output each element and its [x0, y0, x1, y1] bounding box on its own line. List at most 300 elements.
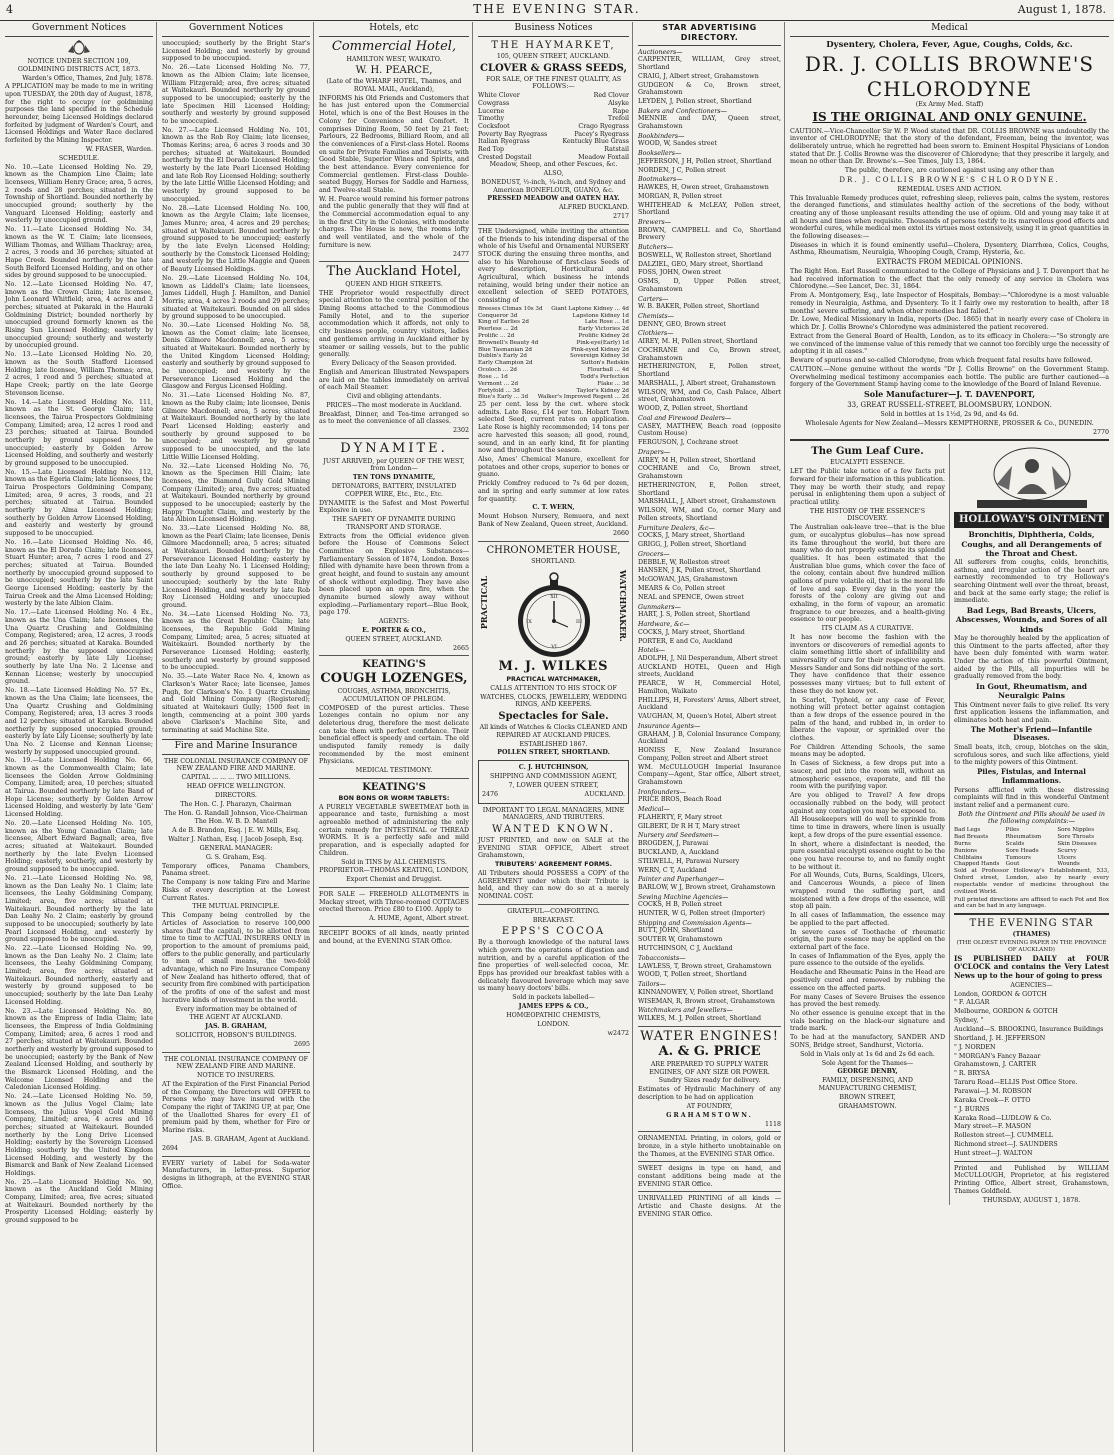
agency-entry: Auckland—S. BROOKING, Insurance Buildings: [954, 1025, 1104, 1033]
piles-heading: Piles, Fistulas, and Internal Inflammations.: [977, 767, 1086, 785]
agencies-heading: AGENCIES—: [1010, 981, 1053, 989]
chronometer-house: CHRONOMETER HOUSE,: [486, 544, 621, 556]
spectacles-heading: Spectacles for Sale.: [498, 711, 609, 723]
gout-heading: In Gout, Rheumatism, and Neuralgic Pains: [975, 682, 1088, 701]
directory-entry: WILKES, M. J, Pollen street, Shortland: [638, 1014, 762, 1022]
directory-entry: AIREY, M H, Pollen street, Shortland: [638, 456, 756, 464]
general-manager-label: GENERAL MANAGER:: [199, 845, 273, 853]
agency-entry: London, GORDON & GOTCH: [954, 990, 1047, 998]
potato-row: [478, 388, 629, 395]
column-business-notices: [475, 22, 633, 1452]
water-engines-title: WATER ENGINES!: [640, 1028, 779, 1044]
children-text: For Children Attending Schools, the same means may be adopted.: [790, 743, 945, 759]
cough-lozenges-text: COMPOSED of the purest articles. These Lozenges contain no opium nor any deleterious drug, therefore the most delicate can take them with perfect confidence. Their beneficial effect is speedy and certain. The old undisputed family remedy is daily recommended by the most eminent Physicians.: [319, 704, 469, 766]
mother-heading: The Mother's Friend—Infantile Diseases.: [970, 724, 1093, 743]
denby-street: BROWN STREET,: [839, 1093, 896, 1101]
directory-category: Bakers and Confectioners—: [638, 107, 727, 115]
directory-entry: OSMS, D, Upper Pollen street, Grahamstown: [638, 278, 781, 293]
keating-export: Export Chemist and Druggist.: [346, 876, 442, 884]
housekeepers-text: All Housekeepers will do well to sprinkle from time to time in drawers, where linen is usually kept, a few drops of the pure essential essence.: [790, 816, 945, 839]
dysentery-heading: Dysentery, Cholera, Fever, Ague, Coughs, Colds, &c.: [826, 39, 1073, 50]
schedule-continuation: unoccupied; southerly by the Bright Star's Licensed Holding; and westerly by ground supposed to be unoccupied.: [162, 39, 310, 63]
schedule-item: No. 15.—Late Licensed Holding No. 112, known as the Egeria Claim; late licensees, the Tairua Prospectors Goldmining Company, Limited; area, 9 acres, 3 roods, and 21 perches; situated at Tairua. Bounded northerly by Alma Licensed Holding; southerly by Golden Arrow Licensed Holding, and easterly and westerly by ground supposed to be unoccupied.: [5, 468, 153, 538]
directory-entry: KINNANOWEY, V, Pollen street, Shortland: [638, 988, 774, 996]
manufactory-text: To be had at the manufactory, SANDER AND SONS, Bridge street, Sandhurst, Victoria.: [790, 1034, 945, 1049]
also-label: ALSO,: [543, 170, 564, 178]
directory-entry: HONISS E, New Zealand Insurance Company, Pollen street and Albert street: [638, 747, 781, 762]
piles-text: Persons afflicted with these distressing complaints will find in this wonderful Ointment instant relief and a permanent cure.: [954, 786, 1109, 809]
agency-entry: " J. NORDEN: [954, 1043, 996, 1051]
directory-entry: GRIGG, J, Pollen street, Shortland: [638, 541, 747, 549]
soda-label-ad: EVERY variety of Label for Soda-water Manufacturers, in letter-press. Superior designs in lithograph, at the EVENING STAR Office.: [162, 1159, 310, 1190]
badlegs-heading: Bad Legs, Bad Breasts, Ulcers, Abscesses, Wounds, and Sores of all kinds: [955, 606, 1108, 634]
remedial-uses: REMEDIAL USES AND ACTION.: [897, 185, 1002, 193]
receipt-books: RECEIPT BOOKS of all kinds, neatly printed and bound, at the EVENING STAR Office.: [319, 929, 469, 945]
genuine-text: No other essence is genuine except that in the vials bearing on the black-our signature and trade mark.: [790, 1010, 945, 1033]
sold-vials: Sold in Vials only at 1s 6d and 2s 6d each.: [800, 1050, 935, 1058]
directory-category: Painter and Paperhanger—: [638, 876, 725, 884]
seed-name: Crested Dogstail: [478, 153, 532, 161]
holloway-title: HOLLOWAY'S OINTMENT: [954, 512, 1109, 528]
potato-row: [478, 381, 629, 388]
tributers-forms: TRIBUTERS' AGREEMENT FORMS.: [494, 861, 612, 869]
agency-entry: " MORGAN's Fancy Bazaar: [954, 1052, 1041, 1060]
potato-name: Conqueror 3d: [478, 312, 518, 319]
directory-entry: CASEY, MATTHEW, Beach road (opposite Custom House): [638, 422, 781, 438]
column-star-directory: [635, 22, 785, 1452]
evening-star-heading: THE EVENING STAR: [969, 918, 1094, 930]
schedule-item: No. 16.—Late Licensed Holding No. 46, known as the El Dorado Claim; late licensees, Stuart Hunter; area, 7 acres 1 rood and 27 perches; situated at Tairua. Bounded northerly by unoccupied ground supposed to be unoccupied; southerly by the late Saint George Licensed Holding; easterly by the Tairua Creek and the Alma Licensed Holding; westerly by the late Albion Claim.: [5, 539, 153, 608]
seed-row: [478, 138, 629, 146]
complaints-grid: [954, 827, 1109, 868]
prickly-comfrey: Prickly Comfrey reduced to 7s 6d per dozen, and in spring and early summer at low rates for quantity.: [478, 480, 629, 503]
directory-category: Hotels—: [638, 647, 666, 655]
watchmaker-vertical: WATCHMAKER.: [618, 570, 628, 643]
potato-name: Prolific ... 2d: [478, 333, 515, 340]
directory-entry: BUCKLAND, A, Auckland: [638, 848, 719, 856]
army-staff: (Ex Army Med. Staff): [915, 101, 984, 109]
column-heading: Government Notices: [162, 22, 310, 37]
directory-category: Booksellers—: [638, 150, 682, 158]
caution-2: CAUTION.—None genuine without the words "Dr J. Collis Browne" on the Government Stamp. Overwhelming medical testimony accompanies each bottle. The public are further cautioned—a forgery of the Government Stamp having come to the knowledge of the Board of Inland Revenue.: [790, 366, 1109, 389]
pocket-watch-icon: [512, 571, 596, 659]
auckland-hotel-prices: PRICES—The most moderate in Auckland.: [326, 401, 462, 409]
potato-row: [478, 347, 629, 354]
ad-number: 2717: [612, 213, 629, 221]
potato-name: Lapstone Kidney 1d: [572, 312, 629, 319]
agency-entry: Hunt street—J. WALTON: [954, 1149, 1033, 1157]
gout-text: This Ointment never fails to give relief. Its very first application lessens the inflammation, and eliminates both heat and pain.: [954, 701, 1109, 724]
wilkes-calls: CALLS ATTENTION TO HIS STOCK OF: [490, 684, 617, 692]
seed-name: White Clover: [478, 92, 520, 100]
extract-1: The Right Hon. Earl Russell communicated to the College of Physicians and J. T. Davenport that he had received information to the effect that the only remedy of any service in Cholera was Chlorodyne.—See Lancet, Dec. 31, 1864.: [790, 268, 1109, 291]
potato-name: Breeses Climax 10s 3d: [478, 305, 543, 312]
potato-name: Flake ... 3d: [597, 380, 629, 387]
keating-heading: KEATING'S: [362, 659, 426, 671]
complaint-item: Wounds: [1057, 861, 1080, 868]
sold-bottles: Sold in bottles at 1s 1½d, 2s 9d, and 4s 6d.: [880, 410, 1019, 418]
potato-list: [478, 306, 629, 401]
eucalypti-essence: EUCALYPTI ESSENCE.: [830, 459, 905, 467]
directory-category: Coal and Firewood Dealers—: [638, 415, 732, 423]
practical-vertical: PRACTICAL: [479, 576, 489, 630]
directory-entry: CARPENTER, WILLIAM, Grey street, Shortland: [638, 56, 781, 71]
potato-name: Rose ... 1d: [478, 373, 508, 380]
auckland-hotel-breakfast: Breakfast, Dinner, and Tea-time arranged so as to meet the convenience of all classes.: [319, 410, 469, 426]
wilkes-watches: WATCHES, CLOCKS, JEWELLERY, WEDDING RINGS, AND KEEPERS.: [480, 693, 627, 709]
sickness-text: In Cases of Sickness, a few drops put into a saucer, and put into the room will, without an atmospheric essence, evaporate, and fill the room with the purifying vapor.: [790, 760, 945, 791]
complaint-item: Rheumatism: [1005, 834, 1042, 841]
agency-entry: Sydney, ": [954, 1017, 984, 1025]
schedule-item: No. 25.—Late Licensed Holding No. 90, known as the Auckland Gold Mining Company, Limited; area, five acres; situated at Waitekauri. Bounded northerly by the Prosperity Licensed Holding; easterly by ground supposed to be: [5, 1178, 153, 1225]
directory-entry: BROWN, CAMPBELL and Co, Shortland Brewery: [638, 226, 781, 242]
breakfast-label: BREAKFAST.: [532, 916, 575, 924]
column-heading: STAR ADVERTISING DIRECTORY.: [638, 22, 781, 46]
bon-bons-text: A PURELY VEGETABLE SWEETMEAT both in appearance and taste, furnishing a most agreeable method of administering the only certain remedy for INTESTINAL or THREAD WORMS. It is a perfectly safe and mild preparation, and is especially adapted for Children.: [319, 803, 469, 857]
schedule-item: No. 20.—Late Licensed Holding No. 105, known as the Young Canadian Claim; late licensee, Albert Edward Bagnall; area, five acres; situated at Waitekauri. Bounded northerly by the late Evelyn Licensed Holding; easterly, southerly, and westerly by ground supposed to be unoccupied.: [5, 819, 153, 873]
directory-entry: DEBBLE, W, Rolleston street: [638, 558, 730, 566]
full-directions: Full printed directions are affixed to each Pot and Box and can be had in any language.: [954, 896, 1109, 910]
column-medical: [787, 22, 1112, 1452]
directory-entry: COCKS, J, Mary street, Shortland: [638, 532, 745, 540]
company-risks: The Company is now taking Fire and Marine Risks of every description at the Lowest Current Rates.: [162, 879, 310, 902]
travel-text: Are you obliged to Travel? A few drops occasionally rubbed on the body, will protect against any contagion you may be exposed to.: [790, 792, 945, 815]
schedule-item: No. 18.—Late Licensed Holding No. 57 Ex., known as the Una Claim; late licensees, the Una Quartz Crushing and Goldmining Company, Registered; area, 13 acres 3 roods and 12 perches; situated at Karaka. Bounded northerly by supposed unoccupied ground; easterly by late Lily License; southerly by late Una No. 2 License and Kennan License; westerly by supposed unoccupied ground.: [5, 687, 153, 756]
schedule-item: No. 27.—Late Licensed Holding No. 101, known as the Rob Roy Claim; late licensee, Thomas Kerins; area, 6 acres 3 roods and 30 perches; situated at Waitekauri. Bounded northerly by the El Dorado Licensed Holding; westerly by the late Pearl Licensed Holding and late Rob Roy Licensed Holding; southerly by the late Little Willie Licensed Holding; and westerly by ground supposed to be unoccupied.: [162, 126, 310, 203]
wounds-text: For all Wounds, Cuts, Burns, Scaldings, Ulcers, and Cancerous Wounds, a piece of linen wrapped round the suffering part, and moistened with a few drops of the essence, will stop all pain.: [790, 872, 945, 911]
holloway-emblem-icon: [957, 444, 1107, 510]
directory-category: Furniture Dealers, &c—: [638, 524, 715, 532]
directory-category: Butchers—: [638, 244, 674, 252]
tributers-text: All Tributers should POSSESS a COPY of the AGREEMENT under which their Tribute is held, and they can now do so at a merely NOMINAL COST.: [478, 869, 629, 900]
seed-name: Rape: [612, 107, 629, 115]
history-text: The Australian oak-leave tree—that is the blue gum, or eucalyptus globulus—has now spread its fame throughout the world, but there are many who do not properly estimate its splendid qualities. It has been estimated that the Australian blue gums, which cover the face of the colony, contain about five hundred million gallons of pure volatile oil, that is the moral life of love and sap. Every day in the year the forests of the colony are giving out and exhaling, in the form of vapour, an aromatic fragrance to our breezes, and a health-giving essence to our people.: [790, 524, 945, 624]
directory-category: Auctioneers—: [638, 48, 683, 56]
head-office: HEAD OFFICE WELLINGTON.: [186, 783, 286, 790]
directory-entry: HUTCHINSON, C J, Auckland: [638, 945, 733, 953]
extracts-heading: EXTRACTS FROM MEDICAL OPINIONS.: [876, 258, 1023, 267]
agency-entry: Melbourne, GORDON & GOTCH: [954, 1008, 1058, 1016]
public-cautioned: The public, therefore, are cautioned against using any other than: [844, 167, 1055, 175]
footer-date: THURSDAY, AUGUST 1, 1878.: [982, 1196, 1081, 1204]
directory-entry: MORGAN, R, Pollen street: [638, 192, 723, 200]
directory-entry: ADOLPH, J, Nil Desperandum, Albert street: [638, 654, 778, 662]
schedule-item: No. 32.—Late Licensed Holding No. 76, known as the Specimen Hill Claim; late licensees, the Diamond Gully Gold Mining Company (Limited); area, five acres; situated at Waitekauri. Bounded northerly by ground supposed to be unoccupied; easterly by the Happy Thought Claim, and westerly by the late Albion Licensed Holding.: [162, 462, 310, 524]
schedule-item: No. 22.—Late Licensed Holding No. 99, known as the Dan Leahy No. 2 Claim; late licensees, the Leahy Goldmining Company, Limited; area, five acres; situated at Waitekauri. Bounded northerly, easterly and westerly by ground supposed to be unoccupied; southerly by the late Dan Leahy Licensed Holding.: [5, 945, 153, 1006]
directory-entry: LAWLESS, T, Brown street, Grahamstown: [638, 962, 772, 970]
claim-heading: ITS CLAIM AS A CURATIVE.: [821, 625, 914, 633]
agency-entry: " F. ALGAR: [954, 999, 990, 1007]
dynamite-tons: TEN TONS DYNAMITE,: [352, 474, 436, 482]
schedule-heading: SCHEDULE.: [58, 154, 100, 162]
seed-row: [478, 115, 629, 123]
printed-by: Printed and Published by WILLIAM McCULLOUGH, Proprietor, at his registered Printing Office, Albert street, Grahamstown, Thames Goldfield.: [954, 1164, 1109, 1195]
potato-row: [478, 306, 629, 313]
directory-entry: BUTT, JOHN, Shortland: [638, 927, 714, 935]
directory-category: Bootmakers—: [638, 176, 683, 184]
wilkes-name: M. J. WILKES: [498, 659, 609, 675]
issue-date: August 1, 1878.: [1017, 3, 1106, 16]
potato-name: Peerless ... 2d: [478, 326, 518, 333]
original-genuine: IS THE ORIGINAL AND ONLY GENUINE.: [812, 109, 1087, 124]
extract-3: Dr. Lowe, Medical Missionary in India, reports (Dec. 1865) that in nearly every case of Cholera in which Dr. J. Collis Browne's Chlorodyne was administered the patient recovered.: [790, 316, 1109, 332]
complaint-item: Gout: [1005, 861, 1020, 868]
porter-name: E. PORTER & CO.,: [362, 627, 426, 635]
potato-name: Blue's Early ... 3d: [478, 394, 529, 401]
directory-entry: BARLOW, W J, Brown street, Grahamstown: [638, 883, 776, 891]
denby-name: GEORGE DENBY,: [837, 1068, 898, 1076]
directory-entry: BROGDEN, J, Parawai: [638, 839, 709, 847]
potato-row: [478, 394, 629, 401]
potato-row: [478, 353, 629, 360]
schedule-item: No. 23.—Late Licensed Holding No. 80, known as the Empress of India Claim; late licensees, the Empress of India Goldmining Company, Limited; area, 6 acres 1 rood and 27 perches; situated at Waitekauri. Bounded northerly and westerly by ground supposed to be unoccupied; easterly by the Bank of New Zealand Licensed Holding, and southerly by the Bismarck Licensed Holding, and the Welcome Licensed Holding and the Caledonian Licensed Holding.: [5, 1007, 153, 1092]
directory-entry: LEYDEN, J, Pollen street, Shortland: [638, 98, 752, 106]
grahamstown: GRAHAMSTOWN.: [666, 1111, 753, 1119]
seed-name: Poverty Bay Ryegrass: [478, 130, 548, 138]
information-line: Every information may be obtained of: [175, 1005, 297, 1013]
watch-illustration: [478, 566, 629, 658]
potato-name: Pink-eyed Kidney 2d: [570, 346, 629, 353]
potato-row: [478, 360, 629, 367]
schedule-item: No. 26.—Late Licensed Holding No. 77, known as the Albion Claim; late licensee, William Fitzgerald; area, five acres; situated at Waitekauri. Bounded northerly by ground supposed to be unoccupied; easterly by the late Specimen Hill Licensed Holding; southerly and westerly by ground supposed to be unoccupied.: [162, 64, 310, 125]
james-epps: JAMES EPPS & CO.,: [518, 1002, 589, 1010]
agent-signature: JAS. B. GRAHAM, Agent at Auckland.: [190, 1135, 310, 1143]
seed-name: Meadow Foxtail: [578, 153, 629, 161]
directory-entry: NORDEN, J C, Pollen street: [638, 166, 726, 174]
complaint-item: Sore Throats: [1057, 834, 1095, 841]
temporary-offices: Temporary offices, Panama Chambers, Panama street.: [162, 862, 310, 878]
potato-text: 25 per cent. less by the cwt. where stock admits. Late Rose, £14 per ton. Hobart Town selected Seed, current rates on application. Late Rose is highly recommended; 14 tons per acre harvested this season; all good, round, sound, and in an early kind, fit for planting now and throughout the season.: [478, 401, 629, 455]
history-heading: THE HISTORY OF THE ESSENCE'S DISCOVERY.: [809, 507, 926, 523]
complaint-item: Bad Legs: [954, 827, 981, 834]
schedule-item: No. 34.—Late Licensed Holding No. 73, known as the Great Republic Claim; late licensees, the Republic Gold Mining Company, Limited; area, 5 acres; situated at Waitekauri. Bounded northerly by the Perseverance Licensed Holding; easterly, southerly and westerly by ground supposed to be unoccupied.: [162, 610, 310, 672]
complaint-item: Sore Heads: [1005, 847, 1039, 854]
directors-heading: DIRECTORS.: [215, 791, 257, 799]
directory-entry: AUCKLAND HOTEL, Queen and High streets, Auckland: [638, 663, 781, 679]
pearce-text: INFORMS his Old Friends and Customers that he has just entered upon the Commercial Hotel, which is one of the Best Houses in the Colony for Convenience and Comfort. It comprises Dining Room, 50 feet by 21 feet; Parlours, 22 Bedrooms, Billiard Room, and all the conveniences of a First-class Hotel. Rooms en suite for Private Families and Tourists; with Good Stable, Superior Wines and Spirits, and the best attendance. Every convenience for Commercial gentlemen. First-class Double-seated Buggy, Horses for Saddle and Harness, and Twelve-stall Stable.: [319, 94, 469, 194]
complaint-item: Scalds: [1005, 840, 1025, 847]
schedule-item: No. 33.—Late Licensed Holding No. 88, known as the Pearl Claim; late licensee, Denis Gilmore Macdonnell; area, 5 acres; situated at Waitekauri. Bounded northerly by the Perseverance Licensed Holding; easterly by the late Dan Leahy No. 1 Licensed Holding; southerly by ground supposed to be unoccupied; southerly by the late Ruby Licensed Holding, and westerly by late Rob Roy Licensed Holding and unoccupied ground.: [162, 525, 310, 609]
potato-name: Taylor's Kidney 2d: [576, 387, 629, 394]
diseases-text: Diseases in which it is found eminently useful—Cholera, Dysentery, Diarrhœa, Colics, Coughs, Asthma, Rheumatism, Neuralgia, Whooping Cough, Cramp, Hysteria, &c.: [790, 241, 1109, 257]
directory-entry: COCHRANE and Co, Brown street, Grahamstown: [638, 465, 781, 481]
royal-crest-icon: [66, 40, 92, 56]
commercial-hotel-location: HAMILTON WEST, WAIKATO.: [346, 55, 442, 63]
directory-entry: HETHERINGTON, E, Pollen street, Shortland: [638, 363, 781, 379]
notice-dateline: Warden's Office, Thames, 2nd July, 1878.: [22, 74, 153, 82]
potato-name: Brownell's Beauty 4d: [478, 339, 539, 346]
seed-row: [478, 92, 629, 100]
director-line: The Hon. C. J. Pharazyn, Chairman: [180, 800, 292, 808]
directory-category: Sewing Machine Agencies—: [638, 893, 729, 901]
complaint-item: Scurvy: [1057, 847, 1077, 854]
dynamite-title: DYNAMITE.: [340, 441, 448, 457]
clover-title: CLOVER & GRASS SEEDS,: [479, 62, 627, 74]
schedule-item: No. 17.—Late Licensed Holding No. 4 Ex., known as the Una Claim; late licensees, the Una Quartz Crushing and Goldmining Company, Registered; area, 12 acres, 3 roods and 26 perches; situated at Karaka. Bounded northerly by the supposed unoccupied ground; easterly by late Lily License; southerly by late Una No. 2 License and Kennan License; westerly by unoccupied ground.: [5, 609, 153, 686]
remedial-text: This Invaluable Remedy produces quiet, refreshing sleep, relieves pain, calms the system, restores the deranged functions, and stimulates healthy action of the secretions of the body, without creating any of those unpleasant results attending the use of opium. Old and young may take it at all hours and times when requisite. Thousands of persons testify to its marvellous good effects and wonderful cures, while medical men extol its virtues most extensively, using it in great quantities in the following diseases:—: [790, 194, 1109, 240]
extract-2: From A. Montgomery, Esq., late Inspector of Hospitals, Bombay:—"Chlorodyne is a most valuable remedy in Neuralgia, Asthma, and Dysentery. To it I fairly owe my restoration to health, after 18 months' severe suffering, and when other remedies had failed.": [790, 292, 1109, 315]
column-government-notices-2: [159, 22, 314, 1452]
seed-name: Italian Ryegrass: [478, 138, 530, 146]
both-ointment: Both the Ointment and Pills should be used in the following complaints:—: [958, 810, 1105, 826]
complaint-item: Chapped Hands: [954, 861, 1000, 868]
all-kinds-watches: All kinds of Watches & Clocks CLEANED AND REPAIRED AT AUCKLAND PRICES.: [479, 724, 628, 739]
badlegs-text: May be thoroughly healed by the application of this Ointment to the parts affected, after they have been duly fomented with warm water. Under the action of this powerful Ointment, aided by the Pills, all impurities will be gradually removed from the body.: [954, 634, 1109, 681]
ad-number: 2695: [293, 1041, 310, 1049]
seed-name: Cowgrass: [478, 99, 510, 107]
potato-name: Dublin's Early 2d: [478, 353, 527, 360]
ornamental-printing: ORNAMENTAL Printing, in colors, gold or bronze, in a style hitherto unobtainable on the Thames, at the EVENING STAR Office.: [638, 1135, 781, 1158]
medical-testimony: MEDICAL TESTIMONY.: [355, 767, 433, 775]
potato-name: Ocoloch ... 2d: [478, 367, 518, 374]
pollen-street: POLLEN STREET, SHORTLAND.: [497, 749, 610, 757]
potato-name: Prolific Kidney 2d: [578, 333, 629, 340]
schedule-item: No. 30.—Late Licensed Holding No. 58, known as the Comet claim; late licensee, Denis Gilmore Macdonnell; area, 5 acres; situated at Waitekauri. Bounded northerly by the United Kingdom Licensed Holding; easterly and southerly by ground supposed to be unoccupied; and westerly by the Perseverance Licensed Holding and the Glasgow and Fergus Licensed Holding.: [162, 322, 310, 391]
ad-number: 2770: [1092, 428, 1109, 436]
hutchinson-city: AUCKLAND.: [584, 790, 625, 798]
directory-entry: WERN, C T, Auckland: [638, 866, 707, 874]
seed-name: Ratstail: [604, 145, 629, 153]
agency-list: [954, 991, 1109, 1158]
complaint-item: Skin Diseases: [1057, 840, 1097, 847]
schedule-item: No. 10.—Late Licensed Holding No. 29, known as the Champion Line Claim; late licensees, William Henry Grace; area, 5 acres, 2 roods and 28 perches; situated in the Township of Shortland. Bounded northerly by unoccupied ground; southerly by the Vanguard Licensed Holding; easterly and westerly by unoccupied ground.: [5, 163, 153, 225]
directory-entry: MARSHALL, J, Albert street, Grahamstown: [638, 498, 776, 506]
paper-title: THE EVENING STAR.: [473, 2, 641, 16]
directory-category: Medical—: [638, 806, 670, 814]
toothache-text: In severe cases of Toothache of rheumatic origin, the pure essence may be applied on the external part of the face.: [790, 928, 945, 951]
price-name: A. & G. PRICE: [658, 1044, 761, 1060]
auckland-hotel-civil: Civil and obliging attendants.: [346, 393, 442, 401]
clover-subtitle: FOR SALE, OF THE FINEST QUALITY, AS FOLLOWS:—: [485, 75, 622, 91]
directory-entry: WILSON, WM, and Co, corner Mary and Pollen streets, Shortland: [638, 507, 781, 523]
seed-row: [478, 131, 629, 139]
mother-text: Small beats, itch, croup, blotches on the skin, scrofulous sores, and such like affections, yield to the mighty powers of this Ointment.: [954, 744, 1109, 767]
directory-entry: SOUTER W, Grahamstown: [638, 936, 723, 944]
wern-address: Mount Hobson Nursery, Remuera, and next Bank of New Zealand, Queen street, Auckland.: [478, 513, 629, 528]
directory-entry: MEARS & Co, Pollen street: [638, 585, 726, 593]
directory-entry: WOOD, T, Pollen street, Shortland: [638, 971, 747, 979]
directory-entry: FOSS, JOHN, Owen street: [638, 269, 722, 277]
notice-to-insurers-text: AT the Expiration of the First Financial Period of the Company, the Directors will OFFER to Persons who may have insured with the Company the right of TAKING UP, at par, One of the Unallotted Shares for every £1 of premium paid by them, whether for Fire or Marine risks.: [162, 1081, 310, 1135]
keating-heading-2: KEATING'S: [362, 781, 426, 793]
holloway-column: [949, 444, 1109, 1205]
notice-to-insurers: NOTICE TO INSURERS.: [197, 1072, 275, 1080]
directory-category: Ironfounders—: [638, 788, 686, 796]
ad-number: 1118: [764, 1120, 781, 1128]
directory-entry: GILBERT, Dr R H T, Mary street: [638, 822, 740, 830]
important-heading: IMPORTANT TO LEGAL MANAGERS, MINE MANAGERS, AND TRIBUTERS.: [482, 806, 625, 822]
masthead: [0, 0, 1114, 21]
keating-proprietor: PROPRIETOR—THOMAS KEATING, LONDON,: [319, 867, 469, 875]
directory-category: Carters—: [638, 295, 669, 303]
directory-category: Hardware, &c—: [638, 621, 690, 629]
commercial-hotel-title: Commercial Hotel,: [331, 38, 457, 54]
inshort-text: In short, where a disinfectant is needed, the pure essential eucalypti essence ought to be the one you have recourse to, and no family ought to be without it.: [790, 840, 945, 871]
schedule-item: No. 28.—Late Licensed Holding No. 100, known as the Argyle Claim; late licensee, James Munro; area, 4 acres and 29 perches; situated at Waitekauri. Bounded northerly by ground supposed to be unoccupied; easterly by the late Evelyn Licensed Holding; southerly by the Comstock Licensed Holding; and westerly by the Little Maggie and Queen of Beauty Licensed Holdings.: [162, 204, 310, 274]
capital-line: CAPITAL ... ... ... TWO MILLIONS.: [181, 774, 291, 782]
pearce-subtitle: (Late of the WHARF HOTEL, Thames, and ROYAL MAIL, Auckland),: [326, 78, 462, 93]
extract-4: Extract from the General Board of Health, London, as to its efficacy in Cholera:—"So strongly are we convinced of the immense value of this remedy that we cannot too forcibly urge the necessity of adopting it in all cases.": [790, 332, 1109, 356]
directory-entry: CRAIG, J, Albert street, Grahamstown: [638, 72, 759, 80]
dynamite-subtitle: JUST ARRIVED, per QUEEN OF THE WEST, from London—: [323, 457, 465, 473]
directory-entry: HAWKES, H, Owen street, Grahamstown: [638, 184, 769, 191]
directory-entry: PHILLIPS, H, Foresters' Arms, Albert street, Auckland: [638, 696, 781, 712]
directory-entry: GUDGEON & Co, Brown street, Grahamstown: [638, 81, 781, 97]
buckland-signature: ALFRED BUCKLAND.: [558, 204, 629, 212]
complaint-item: Bunions: [954, 847, 977, 854]
sundry-sizes: Sundry Sizes ready for delivery.: [658, 1077, 761, 1085]
potato-row: [478, 367, 629, 374]
svg-text:VI: VI: [551, 644, 557, 651]
schedule-item: No. 29.—Late Licensed Holding No. 104, known as Liddell's Claim; late licensees, James Liddell, Hugh J. Hamilton, and Daniel Morris; area, 4 acres 2 roods and 29 perches; situated at Waitekauri. Bounded on all sides by ground supposed to be unoccupied.: [162, 274, 310, 321]
directory-entry: PORTER, E and Co, Auckland: [638, 637, 733, 645]
directory-entry: VAUGHAN, M, Queen's Hotel, Albert street: [638, 713, 777, 721]
potato-name: Flourball ... 4d: [587, 367, 629, 374]
schedule-item: No. 11.—Late Licensed Holding No. 34, known as the W. T. Claim; late licensees, William Thomas, and William Thackray; area, 2 acres, 3 roods and 36 perches; situated at Hape Creek. Bounded northerly by the late South Belford Licensed Holding, and on other sides by ground supposed to be unoccupied.: [5, 226, 153, 280]
price-text: ARE PREPARED TO SUPPLY WATER ENGINES, OF ANY SIZE OR POWER.: [649, 1060, 770, 1076]
auckland-hotel-title: The Auckland Hotel,: [326, 264, 462, 280]
schedule-item: No. 14.—Late Licensed Holding No. 111, known as the St. George Claim; late licensees, the Tairua Prospectors Goldmining Company, Limited; area, 12 acres 1 rood and 23 perches; situated at Tairua. Bounded northerly by ground supposed to be unoccupied; easterly by Golden Arrow Licensed Holding, and southerly and westerly by ground supposed to be unoccupied.: [5, 398, 153, 467]
dynamite-safety: THE SAFETY OF DYNAMITE DURING TRANSPORT AND STORAGE.: [332, 516, 456, 531]
gum-leaf-column: [790, 444, 945, 1205]
potato-name: Vermont ... 2d: [478, 380, 519, 387]
potato-name: Walker's Improved Regent ... 2d: [537, 394, 629, 401]
gum-intro: LET the Public take notice of a few facts put forward for their information in this publication. They may be worth their study, and repay perusal in enlightening them upon a subject of practical utility.: [790, 468, 945, 506]
epps-cocoa: EPPS'S COCOA: [501, 926, 606, 938]
ad-number: 2665: [452, 644, 469, 652]
complaint-item: Sore Nipples: [1057, 827, 1095, 834]
epps-text: By a thorough knowledge of the natural laws which govern the operations of digestion and nutrition, and by a careful application of the fine properties of well-selected cocoa, Mr. Epps has provided our breakfast tables with a delicately flavoured beverage which may save us many heavy doctors' bills.: [478, 939, 629, 993]
schedule-item: No. 24.—Late Licensed Holding No. 59, known as the Julius Vogel Claim; late licensees, the Julius Vogel Gold Mining Company, Limited; area, 4 acres and 16 perches; situated at Waitekauri. Bounded northerly by the Long Drive Licensed Holding; easterly by the Sovereign Licensed Holding; southerly by the United Kingdom Licensed Holding, and westerly by the Bismarck and Bank of New Zealand Licensed Holdings.: [5, 1093, 153, 1177]
directory-category: Bookbinders—: [638, 132, 685, 140]
directory-entry: WHITEHEAD & McLEAY, Pollen street, Shortland: [638, 201, 781, 217]
seed-name: Crago Ryegrass: [578, 122, 629, 130]
ad-number: 2694: [162, 1144, 179, 1152]
hutchinson-address: 7, LOWER QUEEN STREET,: [508, 781, 599, 789]
ad-number: 2302: [452, 427, 469, 435]
directory-category: Insurance Agents—: [638, 723, 701, 731]
directory-entry: WISEMAN, R, Brown street, Grahamstown: [638, 997, 775, 1005]
ad-number: 2476: [482, 790, 499, 798]
directory-category: Grocers—: [638, 550, 670, 558]
column-heading: Business Notices: [478, 22, 629, 37]
directory-entry: COCKS, J, Mary street, Shortland: [638, 628, 745, 636]
meadow-line: Meadow, Sheep, and other Fescues, &c.: [489, 161, 618, 169]
directory-entry: PRICE BROS, Beach Road: [638, 796, 722, 804]
directory-category: Chemists—: [638, 313, 674, 321]
colonial-insurance-title: THE COLONIAL INSURANCE COMPANY OF NEW ZEALAND FIRE AND MARINE.: [163, 757, 308, 773]
directory-entry: MARSHALL, J, Albert street, Grahamstown: [638, 379, 776, 387]
schedule-item: No. 19.—Late Licensed Holding No. 66, known as the Commonwealth Claim; late licensees the Golden Arrow Goldmining Company, Limited; area, 10 perches; situated at Tairua. Bounded northerly by late Band of Hope License; southerly by Golden Arrow Licensed Holding, and westerly by late 'Gem' Licensed Holding.: [5, 757, 153, 819]
potato-row: [478, 326, 629, 333]
directory-category: Tailors—: [638, 981, 666, 989]
directory-entry: WOOD, W, Sandes street: [638, 140, 717, 148]
directory-entry: WM. McCULLOUGH Imperial Insurance Company—Agent, Star office, Albert street, Grahamstown: [638, 763, 781, 787]
agency-entry: Richmond street—J. SAUNDERS: [954, 1141, 1058, 1149]
auckland-hotel-text: THE Proprietor would respectfully direct special attention to the central position of the Dining Rooms attached to the Commodious Family Hotel, and to the superior accommodation which it affords, not only to city business people, country visitors, ladies and gentlemen arriving in Auckland either by steamer or sailing vessels, but to the public generally.: [319, 289, 469, 359]
svg-text:XII: XII: [550, 594, 558, 601]
sole-manufacturer: Sole Manufacturer—J. T. DAVENPORT,: [864, 389, 1035, 400]
homoeopathic-chemists: HOMŒOPATHIC CHEMISTS,: [506, 1011, 601, 1019]
denby-town: GRAHAMSTOWN.: [838, 1102, 897, 1110]
directory-entry: DENNY, GEO, Brown street: [638, 320, 727, 328]
seed-name: Pacey's Ryegrass: [574, 130, 629, 138]
bruises-text: For many Cases of Severe Bruises the essence has proved the best remedy.: [790, 993, 945, 1009]
cough-lozenges-title: COUGH LOZENGES,: [320, 671, 468, 687]
directory-category: Brewers—: [638, 219, 672, 227]
agent-name: JAS. B. GRAHAM,: [205, 1023, 267, 1031]
wanted-text: JUST PRINTED, and now on SALE at the EVENING STAR OFFICE, Albert street Grahamstown,: [478, 836, 629, 860]
